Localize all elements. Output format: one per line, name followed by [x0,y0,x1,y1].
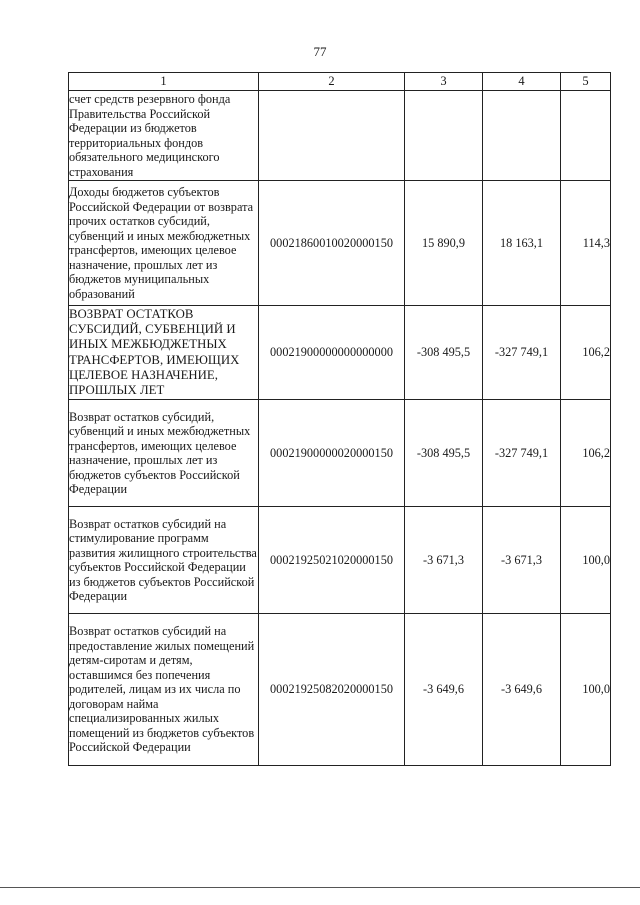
column-header-2: 2 [259,73,405,91]
row-value-3: -3 649,6 [405,614,483,766]
row-value-4: 18 163,1 [483,181,561,306]
row-value-5: 100,0 [561,507,611,614]
row-code [259,91,405,181]
row-description: счет средств резервного фонда Правительства Российской Федерации из бюджетов территориальных фондов обязательного медицинского страхования [69,91,259,181]
row-value-4: -3 649,6 [483,614,561,766]
table-header-row [69,73,611,91]
row-code: 00021925082020000150 [259,614,405,766]
row-value-4: -327 749,1 [483,400,561,507]
row-value-4: -3 671,3 [483,507,561,614]
column-header-5: 5 [561,73,611,91]
row-value-3 [405,91,483,181]
row-description: ВОЗВРАТ ОСТАТКОВ СУБСИДИЙ, СУБВЕНЦИЙ И ИНЫХ МЕЖБЮДЖЕТНЫХ ТРАНСФЕРТОВ, ИМЕЮЩИХ ЦЕЛЕВОЕ НАЗНАЧЕНИЕ, ПРОШЛЫХ ЛЕТ [69,306,259,400]
row-value-5: 114,3 [561,181,611,306]
row-value-5: 106,2 [561,400,611,507]
row-value-3: -308 495,5 [405,400,483,507]
row-value-5: 100,0 [561,614,611,766]
row-value-5: 106,2 [561,306,611,400]
row-description: Возврат остатков субсидий, субвенций и иных межбюджетных трансфертов, имеющих целевое назначение, прошлых лет из бюджетов субъектов Российской Федерации [69,400,259,507]
budget-table [68,72,611,766]
row-value-4 [483,91,561,181]
column-header-3: 3 [405,73,483,91]
row-value-5 [561,91,611,181]
row-code: 00021925021020000150 [259,507,405,614]
row-value-3: -3 671,3 [405,507,483,614]
row-code: 00021900000020000150 [259,400,405,507]
row-description: Доходы бюджетов субъектов Российской Федерации от возврата прочих остатков субсидий, субвенций и иных межбюджетных трансфертов, имеющих целевое назначение, прошлых лет из бюджетов муниципальных образований [69,181,259,306]
row-code: 00021860010020000150 [259,181,405,306]
table-row [69,507,611,614]
row-value-3: -308 495,5 [405,306,483,400]
page-number: 77 [313,44,327,59]
row-description: Возврат остатков субсидий на предоставление жилых помещений детям-сиротам и детям, оставшимся без попечения родителей, лицам из их числа по договорам найма специализированных жилых помещений из бюджетов субъектов Российской Федерации [69,614,259,766]
row-code: 00021900000000000000 [259,306,405,400]
row-description: Возврат остатков субсидий на стимулирование программ развития жилищного строительства субъектов Российской Федерации из бюджетов субъектов Российской Федерации [69,507,259,614]
row-value-3: 15 890,9 [405,181,483,306]
row-value-4: -327 749,1 [483,306,561,400]
column-header-4: 4 [483,73,561,91]
column-header-1: 1 [69,73,259,91]
table-row [69,181,611,306]
table-row [69,91,611,181]
table-row [69,614,611,766]
table-row [69,306,611,400]
table-row [69,400,611,507]
page-bottom-rule [0,887,640,888]
